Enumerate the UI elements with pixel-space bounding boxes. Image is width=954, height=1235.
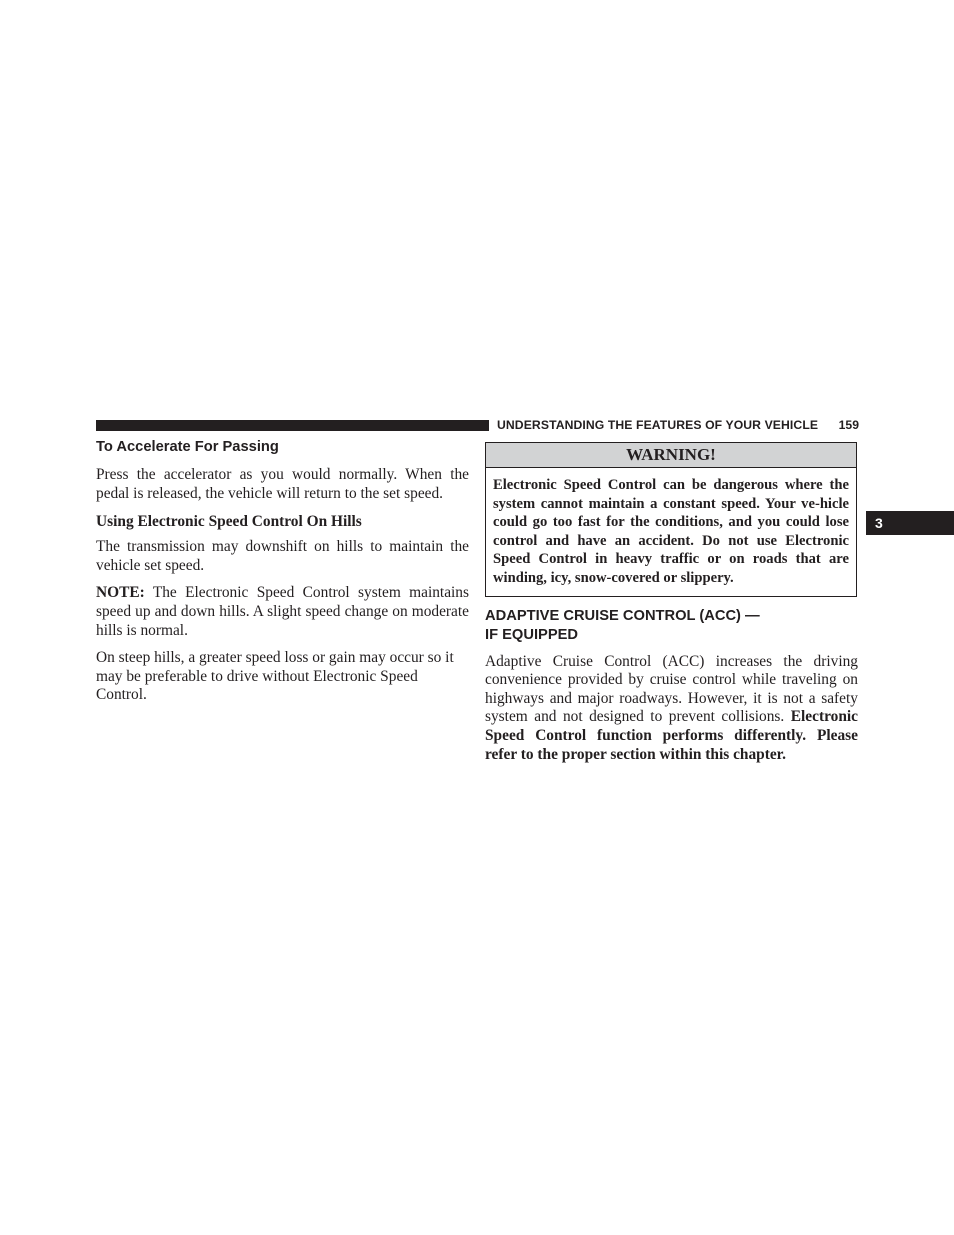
- heading-speed-control-on-hills: Using Electronic Speed Control On Hills: [96, 513, 362, 531]
- page-number: 159: [838, 418, 859, 432]
- header-rule-bar: [96, 420, 489, 431]
- note-text: The Electronic Speed Control system maintains speed up and down hills. A slight speed change on moderate hills is normal.: [96, 584, 469, 639]
- heading-acc-line-2: IF EQUIPPED: [485, 626, 579, 643]
- paragraph-acc: [485, 653, 858, 765]
- heading-acc-line-1: ADAPTIVE CRUISE CONTROL (ACC) —: [485, 607, 760, 624]
- warning-text: Electronic Speed Control can be dangerous where the system cannot maintain a constant speed. Your ve-hicle could go too fast for the conditions, and you could lose control and have an accident. Do not use Electronic Speed Control in heavy traffic or on roads that are winding, icy, snow-covered or slippery.: [493, 477, 849, 586]
- right-column: [485, 442, 858, 764]
- left-column: [96, 438, 469, 705]
- paragraph-steep-hills: On steep hills, a greater speed loss or gain may occur so it may be preferable to drive without Electronic Speed Control.: [96, 649, 454, 704]
- chapter-tab: [866, 511, 954, 535]
- warning-title: WARNING!: [486, 443, 856, 468]
- paragraph-hills: The transmission may downshift on hills to maintain the vehicle set speed.: [96, 538, 469, 574]
- note-label: NOTE:: [96, 584, 145, 602]
- heading-accelerate-for-passing: To Accelerate For Passing: [96, 439, 279, 455]
- warning-box: [485, 442, 857, 597]
- paragraph-passing: Press the accelerator as you would normally. When the pedal is released, the vehicle will return to the set speed.: [96, 466, 469, 502]
- running-header: [497, 417, 859, 433]
- running-title: UNDERSTANDING THE FEATURES OF YOUR VEHICLE: [497, 418, 819, 432]
- paragraph-acc-bold: Electronic Speed Control function performs differently. Please refer to the proper section within this chapter.: [485, 708, 858, 763]
- note-paragraph: [96, 584, 469, 640]
- chapter-tab-label: 3: [875, 515, 883, 531]
- paragraph-acc-text: Adaptive Cruise Control (ACC) increases the driving convenience provided by cruise control while traveling on highways and major roadways. However, it is not a safety system and not designed to prevent collisions.: [485, 652, 858, 726]
- heading-adaptive-cruise-control: [485, 607, 858, 645]
